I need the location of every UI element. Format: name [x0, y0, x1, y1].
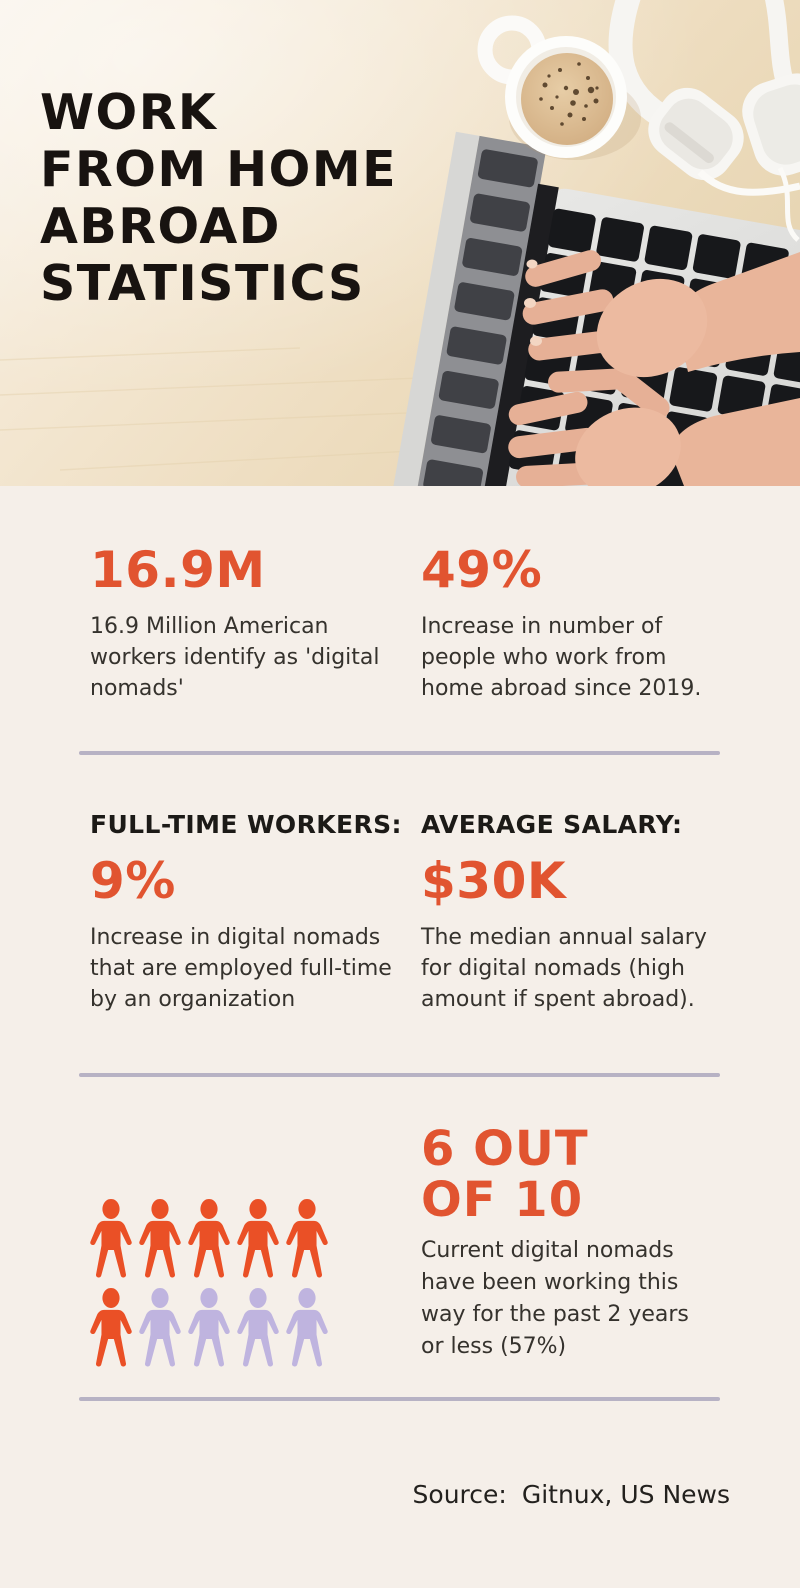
section-divider	[79, 1397, 720, 1401]
title-line: ABROAD	[40, 198, 281, 255]
stat-value: $30K	[421, 852, 567, 910]
stat-description: Current digital nomads have been working this way for the past 2 years or less (57%)	[421, 1238, 689, 1359]
people-pictogram	[88, 1198, 337, 1369]
person-icon	[235, 1287, 281, 1369]
section-divider	[79, 751, 720, 755]
person-icon	[186, 1287, 232, 1369]
stat-full-time-workers	[90, 810, 412, 1015]
stat-tenure	[421, 1121, 711, 1363]
person-icon	[137, 1287, 183, 1369]
person-icon	[186, 1198, 232, 1280]
stat-heading: AVERAGE SALARY:	[421, 810, 683, 839]
title-line: STATISTICS	[40, 255, 365, 312]
stat-value: 9%	[90, 852, 176, 910]
stat-description: Increase in number of people who work from home abroad since 2019.	[421, 614, 702, 701]
person-icon	[88, 1198, 134, 1280]
source-value: Gitnux, US News	[521, 1480, 730, 1509]
person-icon	[284, 1198, 330, 1280]
person-icon	[88, 1287, 134, 1369]
person-icon	[284, 1287, 330, 1369]
stat-value-line: OF 10	[421, 1172, 584, 1228]
source-label: Source:	[412, 1480, 507, 1509]
stat-description: The median annual salary for digital nomads (high amount if spent abroad).	[421, 925, 707, 1012]
stat-value: 16.9M	[90, 541, 266, 599]
stat-digital-nomads	[90, 541, 412, 704]
person-icon	[235, 1198, 281, 1280]
stat-description: Increase in digital nomads that are employed full-time by an organization	[90, 925, 392, 1012]
person-icon	[137, 1198, 183, 1280]
stat-wfh-increase	[421, 541, 711, 704]
stat-value: 49%	[421, 541, 543, 599]
title-line: WORK	[40, 84, 218, 141]
coffee-surface	[521, 53, 613, 145]
stat-value-line: 6 OUT	[421, 1121, 589, 1177]
source-attribution	[413, 1480, 730, 1509]
stat-description: 16.9 Million American workers identify as 'digital nomads'	[90, 614, 380, 701]
section-divider	[79, 1073, 720, 1077]
title-line: FROM HOME	[40, 141, 398, 198]
stat-heading: FULL-TIME WORKERS:	[90, 810, 402, 839]
page-title	[40, 84, 397, 312]
stat-average-salary	[421, 810, 713, 1015]
hero-photo-header	[0, 0, 800, 486]
